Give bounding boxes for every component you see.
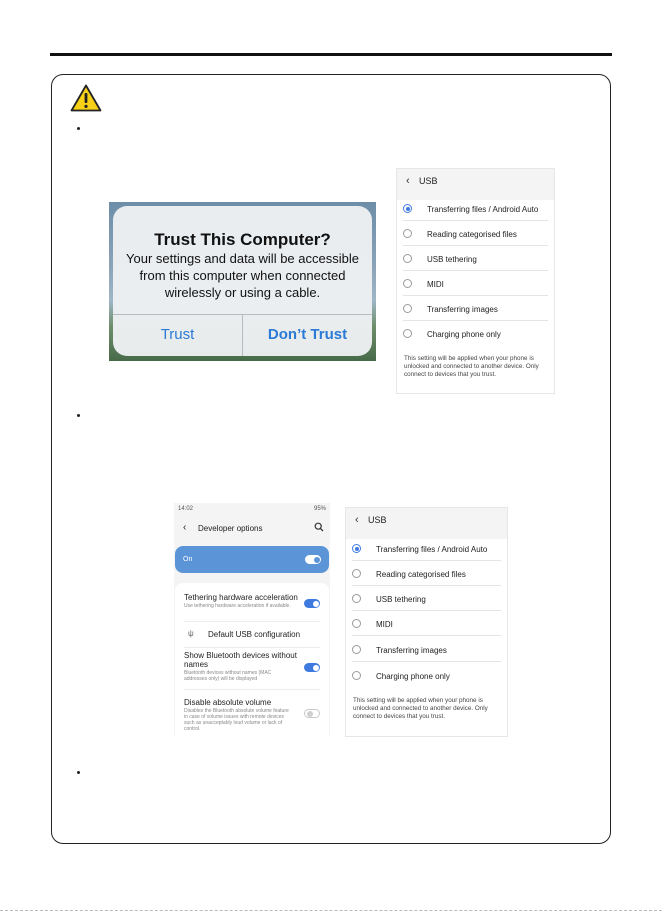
usb-header — [397, 169, 554, 195]
bluetooth-without-names-item[interactable] — [175, 651, 329, 687]
radio-icon[interactable] — [352, 619, 361, 628]
usb-option-label: USB tethering — [376, 595, 426, 604]
usb-title: USB — [368, 515, 387, 525]
usb-option-label: Reading categorised files — [376, 570, 466, 579]
disable-absolute-volume-item[interactable] — [175, 698, 329, 736]
usb-option[interactable] — [397, 196, 554, 221]
back-arrow-icon[interactable]: ‹ — [183, 522, 187, 533]
status-bar — [174, 503, 330, 515]
bullet-1 — [77, 127, 80, 130]
dev-header — [174, 519, 330, 537]
usb-option-label: MIDI — [427, 280, 444, 289]
usb-option-label: USB tethering — [427, 255, 477, 264]
trust-dialog — [113, 206, 372, 356]
radio-selected-icon[interactable] — [403, 204, 412, 213]
radio-icon[interactable] — [352, 645, 361, 654]
radio-icon[interactable] — [403, 279, 412, 288]
trust-dialog-body: Your settings and data will be accessible from this computer when connected wirelessly or using a cable. — [126, 251, 359, 300]
usb-option[interactable] — [397, 271, 554, 296]
dev-title: Developer options — [198, 524, 263, 533]
usb-option[interactable] — [397, 221, 554, 246]
item-title: Tethering hardware acceleration — [184, 593, 298, 602]
usb-note: This setting will be applied when your phone is unlocked and connected to another device. Only connect to devices that you trust. — [404, 355, 539, 378]
usb-option-label: Transferring files / Android Auto — [427, 205, 539, 214]
usb-option-label: MIDI — [376, 620, 393, 629]
trust-dialog-screenshot — [109, 202, 376, 361]
header-rule — [50, 53, 612, 56]
usb-title: USB — [419, 176, 438, 186]
bullet-2 — [77, 414, 80, 417]
item-subtitle: Disables the Bluetooth absolute volume feature in case of volume issues with remote devices such as unacceptably loud volume or lack of control. — [184, 708, 289, 732]
warning-icon — [70, 84, 102, 112]
dont-trust-button[interactable]: Don’t Trust — [267, 326, 348, 343]
toggle-switch[interactable] — [305, 555, 321, 564]
usb-option[interactable] — [397, 296, 554, 321]
usb-option[interactable] — [346, 561, 507, 586]
usb-option-label: Transferring images — [427, 305, 498, 314]
usb-note: This setting will be applied when your phone is unlocked and connected to another device. Only connect to devices that you trust. — [353, 697, 488, 720]
usb-icon: ψ — [188, 629, 194, 638]
usb-option[interactable] — [346, 663, 507, 688]
toggle-switch[interactable] — [304, 663, 320, 672]
developer-options-master-toggle[interactable] — [175, 546, 329, 573]
footer-rule — [0, 910, 662, 911]
dev-options-list — [175, 583, 329, 736]
item-title: Disable absolute volume — [184, 698, 272, 707]
radio-icon[interactable] — [352, 594, 361, 603]
back-arrow-icon[interactable]: ‹ — [406, 175, 410, 187]
radio-icon[interactable] — [403, 229, 412, 238]
usb-header — [346, 508, 507, 534]
usb-option-label: Charging phone only — [427, 330, 501, 339]
usb-option-label: Transferring images — [376, 646, 447, 655]
usb-option-label: Charging phone only — [376, 672, 450, 681]
trust-button[interactable]: Trust — [160, 326, 195, 343]
on-label: On — [183, 556, 193, 563]
item-title: Show Bluetooth devices without names — [184, 651, 297, 669]
bullet-3 — [77, 771, 80, 774]
usb-option[interactable] — [346, 536, 507, 561]
battery-level: 95% — [313, 506, 326, 512]
usb-panel-top — [396, 168, 555, 394]
toggle-switch[interactable] — [304, 599, 320, 608]
usb-option-label: Reading categorised files — [427, 230, 517, 239]
radio-icon[interactable] — [403, 254, 412, 263]
radio-icon[interactable] — [403, 304, 412, 313]
trust-dialog-title: Trust This Computer? — [154, 230, 331, 249]
radio-icon[interactable] — [352, 569, 361, 578]
usb-panel-bottom — [345, 507, 508, 737]
tethering-acceleration-item[interactable] — [175, 593, 329, 621]
radio-selected-icon[interactable] — [352, 544, 361, 553]
usb-option[interactable] — [397, 246, 554, 271]
radio-icon[interactable] — [352, 671, 361, 680]
item-subtitle: Bluetooth devices without names (MAC addresses only) will be displayed — [184, 670, 272, 682]
radio-icon[interactable] — [403, 329, 412, 338]
item-subtitle: Use tethering hardware acceleration if available. — [184, 603, 291, 609]
usb-option[interactable] — [346, 637, 507, 662]
toggle-switch[interactable] — [304, 709, 320, 718]
usb-option[interactable] — [346, 611, 507, 636]
item-title: Default USB configuration — [208, 630, 301, 639]
usb-option[interactable] — [397, 321, 554, 346]
back-arrow-icon[interactable]: ‹ — [355, 514, 359, 526]
usb-option-label: Transferring files / Android Auto — [376, 545, 488, 554]
default-usb-configuration-item[interactable] — [175, 626, 329, 646]
search-icon[interactable] — [314, 522, 324, 532]
developer-options-screenshot — [174, 503, 330, 736]
status-time: 14:02 — [178, 506, 194, 512]
usb-option[interactable] — [346, 586, 507, 611]
